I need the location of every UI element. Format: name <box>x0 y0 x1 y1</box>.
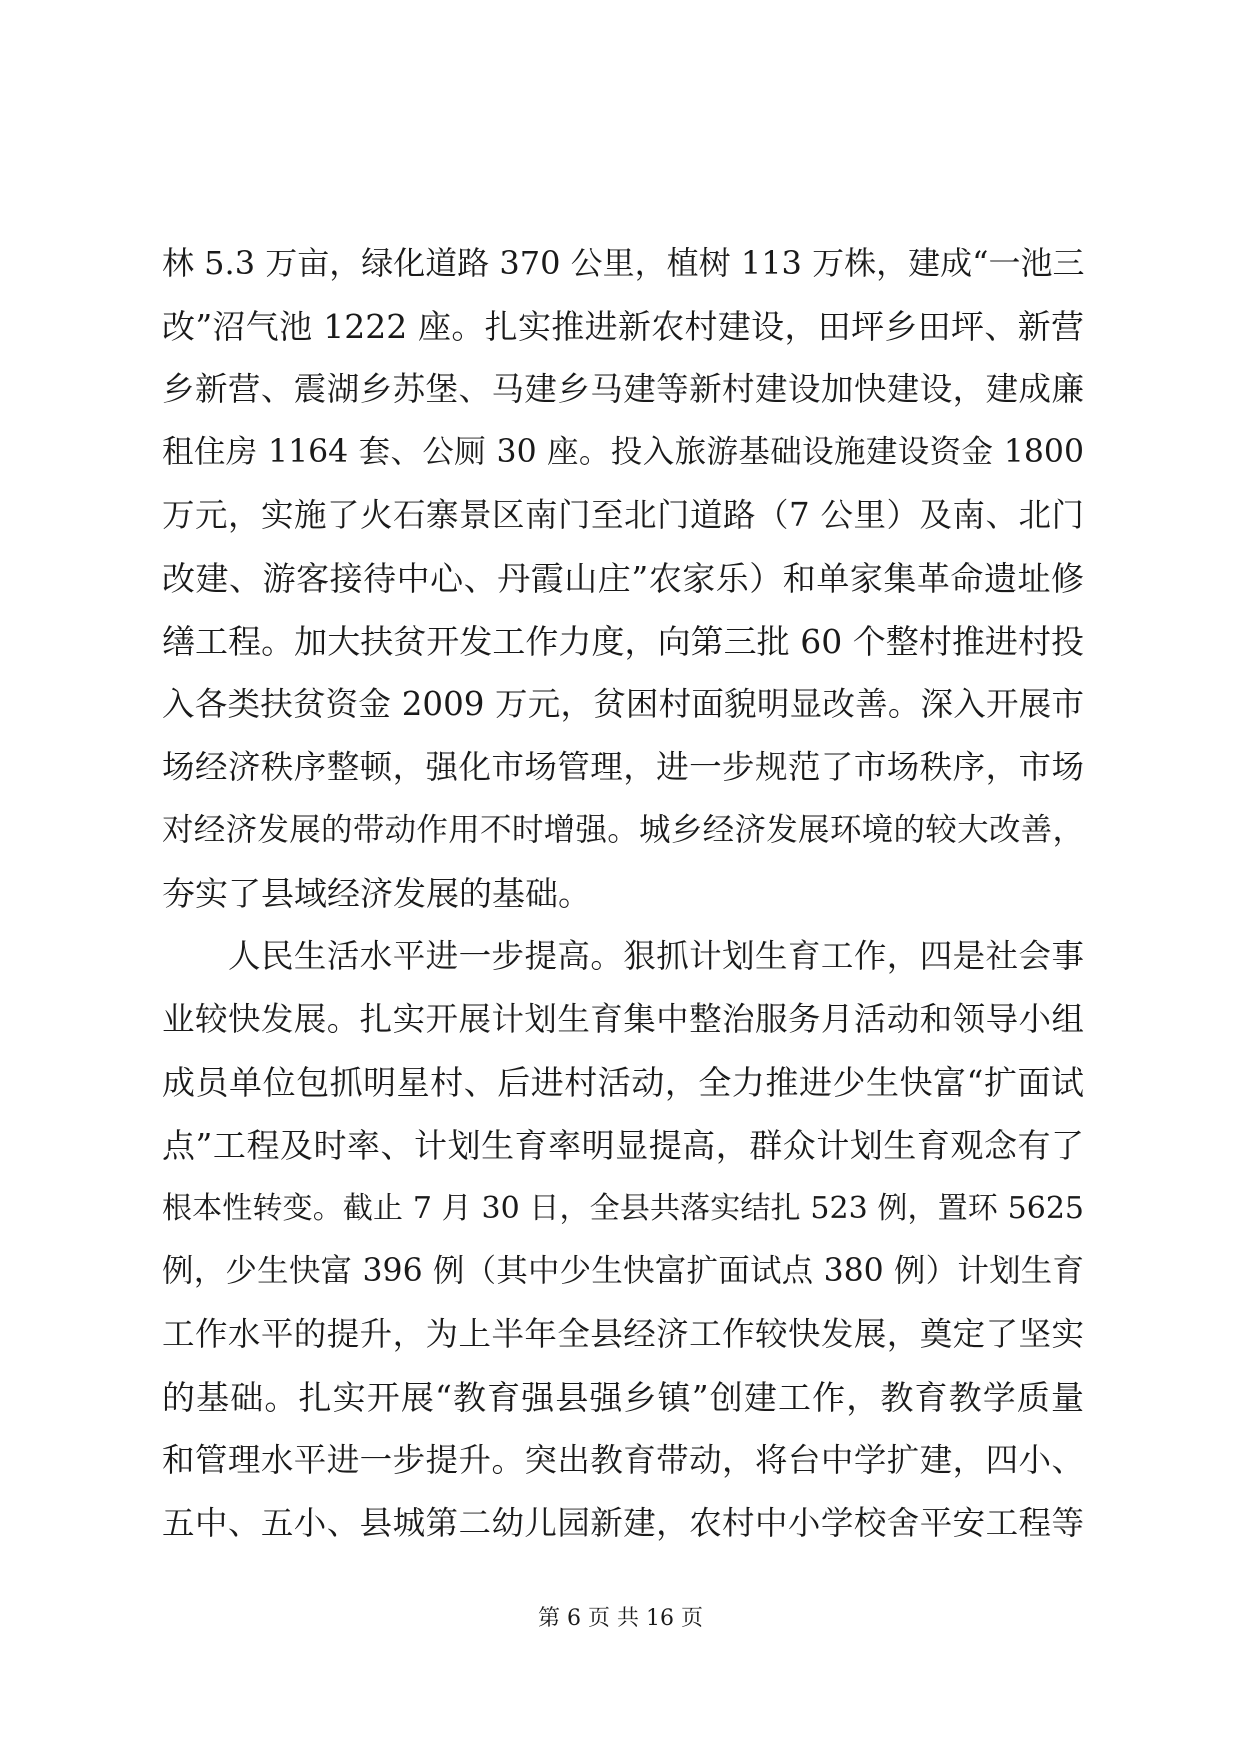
text-line: 根本性转变。截止 7 月 30 日，全县共落实结扎 523 例，置环 5625 <box>162 1191 1084 1226</box>
paragraph-2 <box>162 925 1084 1555</box>
paragraph-1 <box>162 232 1084 925</box>
text-line: 夯实了县域经济发展的基础。 <box>162 874 591 913</box>
text-line: 林 5.3 万亩，绿化道路 370 公里，植树 113 万株，建成“一池三 <box>162 244 1085 282</box>
text-line: 对经济发展的带动作用不时增强。城乡经济发展环境的较大改善， <box>162 812 1084 848</box>
text-line: 例，少生快富 396 例（其中少生快富扩面试点 380 例）计划生育 <box>162 1253 1084 1289</box>
text-line: 和管理水平进一步提升。突出教育带动，将台中学扩建，四小、 <box>162 1441 1084 1479</box>
text-line: 改”沼气池 1222 座。扎实推进新农村建设，田坪乡田坪、新营 <box>162 307 1084 346</box>
text-line: 五中、五小、县城第二幼儿园新建，农村中小学校舍平安工程等 <box>162 1504 1084 1542</box>
page-number: 第 6 页 共 16 页 <box>538 1606 703 1631</box>
text-line: 业较快发展。扎实开展计划生育集中整治服务月活动和领导小组 <box>162 1000 1084 1038</box>
text-line: 乡新营、震湖乡苏堡、马建乡马建等新村建设加快建设，建成廉 <box>162 370 1084 408</box>
text-line: 成员单位包抓明星村、后进村活动，全力推进少生快富“扩面试 <box>162 1063 1084 1102</box>
text-line: 工作水平的提升，为上半年全县经济工作较快发展，奠定了坚实 <box>162 1315 1084 1353</box>
text-line: 缮工程。加大扶贫开发工作力度，向第三批 60 个整村推进村投 <box>162 622 1084 661</box>
text-line: 的基础。扎实开展“教育强县强乡镇”创建工作，教育教学质量 <box>162 1378 1084 1417</box>
text-line: 入各类扶贫资金 2009 万元，贫困村面貌明显改善。深入开展市 <box>162 685 1084 723</box>
text-line: 点”工程及时率、计划生育率明显提高，群众计划生育观念有了 <box>162 1126 1084 1165</box>
text-line: 人民生活水平进一步提高。狠抓计划生育工作，四是社会事 <box>228 937 1084 975</box>
page-body <box>162 232 1084 1555</box>
text-line: 租住房 1164 套、公厕 30 座。投入旅游基础设施建设资金 1800 <box>162 434 1084 470</box>
text-line: 场经济秩序整顿，强化市场管理，进一步规范了市场秩序，市场 <box>162 748 1084 786</box>
text-line: 改建、游客接待中心、丹霞山庄”农家乐）和单家集革命遗址修 <box>162 559 1084 598</box>
text-line: 万元，实施了火石寨景区南门至北门道路（7 公里）及南、北门 <box>162 496 1084 534</box>
